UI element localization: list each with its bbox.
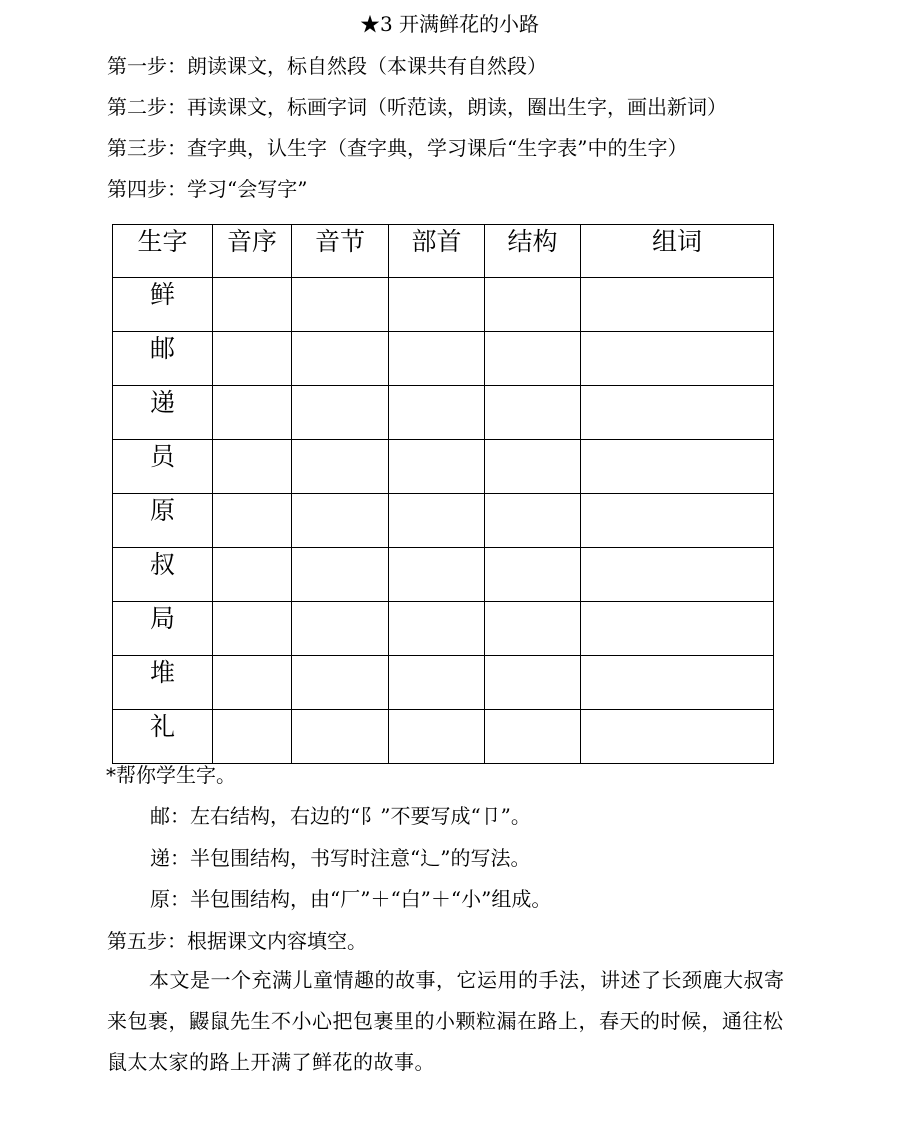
tip-item: 原：半包围结构，由“厂”＋“白”＋“小”组成。 [150,887,552,911]
words-blank-cell[interactable] [581,278,774,332]
radical-blank-cell[interactable] [389,602,485,656]
table-row [113,440,774,494]
radical-blank-cell[interactable] [389,656,485,710]
structure-blank-cell[interactable] [485,710,581,764]
character-cell: 递 [113,386,213,440]
step-5: 第五步：根据课文内容填空。 [107,929,367,953]
initial-blank-cell[interactable] [213,710,292,764]
structure-blank-cell[interactable] [485,548,581,602]
words-blank-cell[interactable] [581,440,774,494]
syllable-blank-cell[interactable] [292,278,389,332]
syllable-blank-cell[interactable] [292,548,389,602]
syllable-blank-cell[interactable] [292,332,389,386]
initial-blank-cell[interactable] [213,440,292,494]
fill-in-paragraph: 本文是一个充满儿童情趣的故事，它运用的手法，讲述了长颈鹿大叔寄来包裹，鼹鼠先生不小心把包裹里的小颗粒漏在路上，春天的时候，通往松鼠太太家的路上开满了鲜花的故事。 [107,968,785,1074]
step-4: 第四步：学习“会写字” [107,177,308,201]
syllable-blank-cell[interactable] [292,602,389,656]
radical-blank-cell[interactable] [389,548,485,602]
initial-blank-cell[interactable] [213,278,292,332]
character-cell: 堆 [113,656,213,710]
character-cell: 局 [113,602,213,656]
syllable-blank-cell[interactable] [292,440,389,494]
syllable-blank-cell[interactable] [292,710,389,764]
words-blank-cell[interactable] [581,656,774,710]
initial-blank-cell[interactable] [213,494,292,548]
syllable-blank-cell[interactable] [292,656,389,710]
character-table [112,224,774,764]
character-cell: 原 [113,494,213,548]
syllable-blank-cell[interactable] [292,494,389,548]
character-cell: 邮 [113,332,213,386]
step-3: 第三步：查字典，认生字（查字典，学习课后“生字表”中的生字） [107,136,688,160]
character-cell: 礼 [113,710,213,764]
words-blank-cell[interactable] [581,494,774,548]
structure-blank-cell[interactable] [485,278,581,332]
page-title: ★3 开满鲜花的小路 [359,12,540,36]
table-row [113,710,774,764]
column-header-character: 生字 [113,225,213,278]
table-row [113,278,774,332]
radical-blank-cell[interactable] [389,494,485,548]
column-header-initial: 音序 [213,225,292,278]
words-blank-cell[interactable] [581,548,774,602]
tips-heading: *帮你学生字。 [106,763,236,787]
tip-item: 邮：左右结构，右边的“阝”不要写成“卩”。 [150,804,531,828]
table-header-row [113,225,774,278]
structure-blank-cell[interactable] [485,656,581,710]
initial-blank-cell[interactable] [213,602,292,656]
table-row [113,602,774,656]
column-header-syllable: 音节 [292,225,389,278]
table-row [113,386,774,440]
table-row [113,332,774,386]
structure-blank-cell[interactable] [485,440,581,494]
structure-blank-cell[interactable] [485,332,581,386]
step-2: 第二步：再读课文，标画字词（听范读，朗读，圈出生字，画出新词） [107,95,727,119]
initial-blank-cell[interactable] [213,656,292,710]
column-header-structure: 结构 [485,225,581,278]
initial-blank-cell[interactable] [213,386,292,440]
words-blank-cell[interactable] [581,332,774,386]
radical-blank-cell[interactable] [389,710,485,764]
table-row [113,548,774,602]
table-row [113,656,774,710]
structure-blank-cell[interactable] [485,494,581,548]
initial-blank-cell[interactable] [213,548,292,602]
initial-blank-cell[interactable] [213,332,292,386]
structure-blank-cell[interactable] [485,386,581,440]
syllable-blank-cell[interactable] [292,386,389,440]
character-cell: 员 [113,440,213,494]
character-cell: 叔 [113,548,213,602]
words-blank-cell[interactable] [581,602,774,656]
structure-blank-cell[interactable] [485,602,581,656]
column-header-words: 组词 [581,225,774,278]
radical-blank-cell[interactable] [389,332,485,386]
words-blank-cell[interactable] [581,710,774,764]
tip-item: 递：半包围结构，书写时注意“辶”的写法。 [150,846,531,870]
column-header-radical: 部首 [389,225,485,278]
step-1: 第一步：朗读课文，标自然段（本课共有自然段） [107,54,547,78]
words-blank-cell[interactable] [581,386,774,440]
character-cell: 鲜 [113,278,213,332]
radical-blank-cell[interactable] [389,386,485,440]
radical-blank-cell[interactable] [389,440,485,494]
radical-blank-cell[interactable] [389,278,485,332]
table-row [113,494,774,548]
